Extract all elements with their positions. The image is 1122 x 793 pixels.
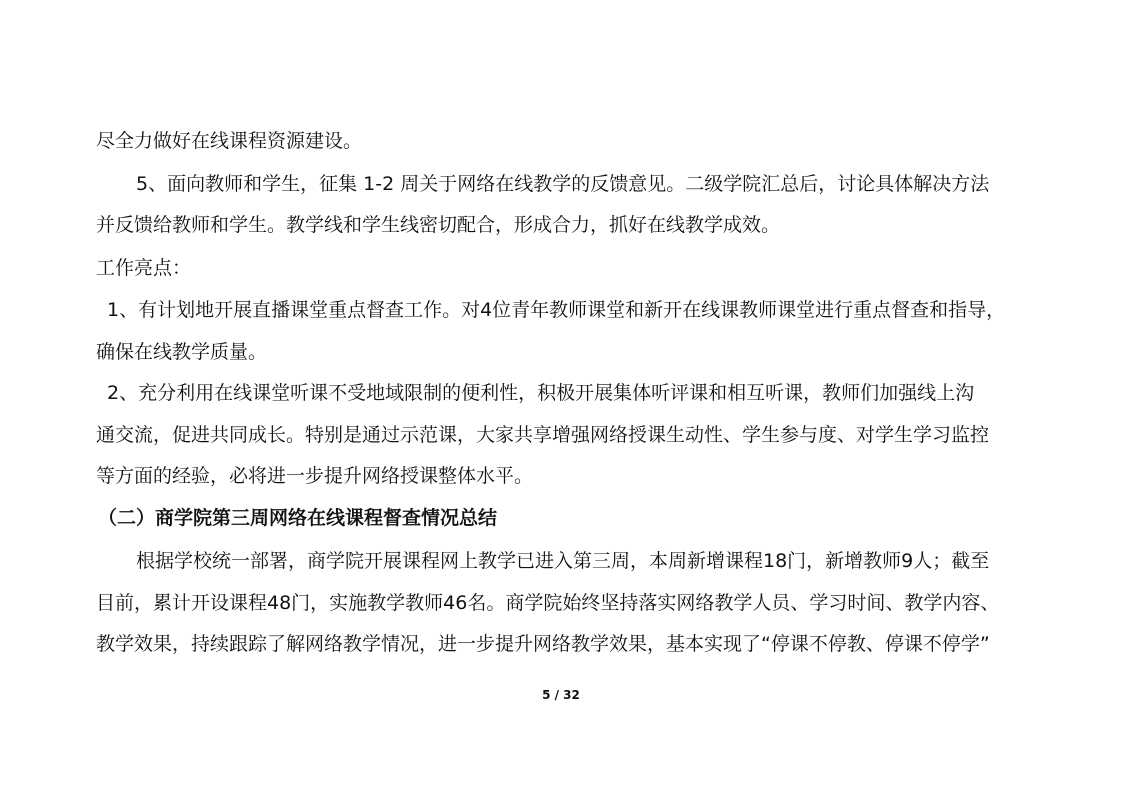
section-label: 工作亮点：	[96, 257, 192, 279]
paragraph-line: 2、充分利用在线课堂听课不受地域限制的便利性，积极开展集体听评课和相互听课，教师们加强线上沟	[107, 382, 975, 404]
paragraph-line: 尽全力做好在线课程资源建设。	[96, 130, 363, 152]
section-heading: （二）商学院第三周网络在线课程督查情况总结	[98, 507, 498, 529]
paragraph-line: 等方面的经验，必将进一步提升网络授课整体水平。	[96, 465, 534, 487]
paragraph-line: 教学效果，持续跟踪了解网络教学情况，进一步提升网络教学效果，基本实现了“停课不停教、停课不停学”	[96, 633, 990, 655]
paragraph-line: 根据学校统一部署，商学院开展课程网上教学已进入第三周，本周新增课程18门，新增教师9人；截至	[136, 550, 990, 572]
paragraph-line: 确保在线教学质量。	[96, 341, 268, 363]
paragraph-line: 目前，累计开设课程48门，实施教学教师46名。商学院始终坚持落实网络教学人员、学习时间、教学内容、	[96, 592, 1000, 614]
paragraph-line: 并反馈给教师和学生。教学线和学生线密切配合，形成合力，抓好在线教学成效。	[96, 214, 781, 236]
paragraph-line: 5、面向教师和学生，征集 1-2 周关于网络在线教学的反馈意见。二级学院汇总后，讨论具体解决方法	[136, 173, 990, 195]
page-number: 5 / 32	[542, 688, 580, 702]
paragraph-line: 1、有计划地开展直播课堂重点督查工作。对4位青年教师课堂和新开在线课教师课堂进行重点督查和指导，	[107, 299, 1006, 321]
paragraph-line: 通交流，促进共同成长。特别是通过示范课，大家共享增强网络授课生动性、学生参与度、对学生学习监控	[96, 424, 990, 446]
